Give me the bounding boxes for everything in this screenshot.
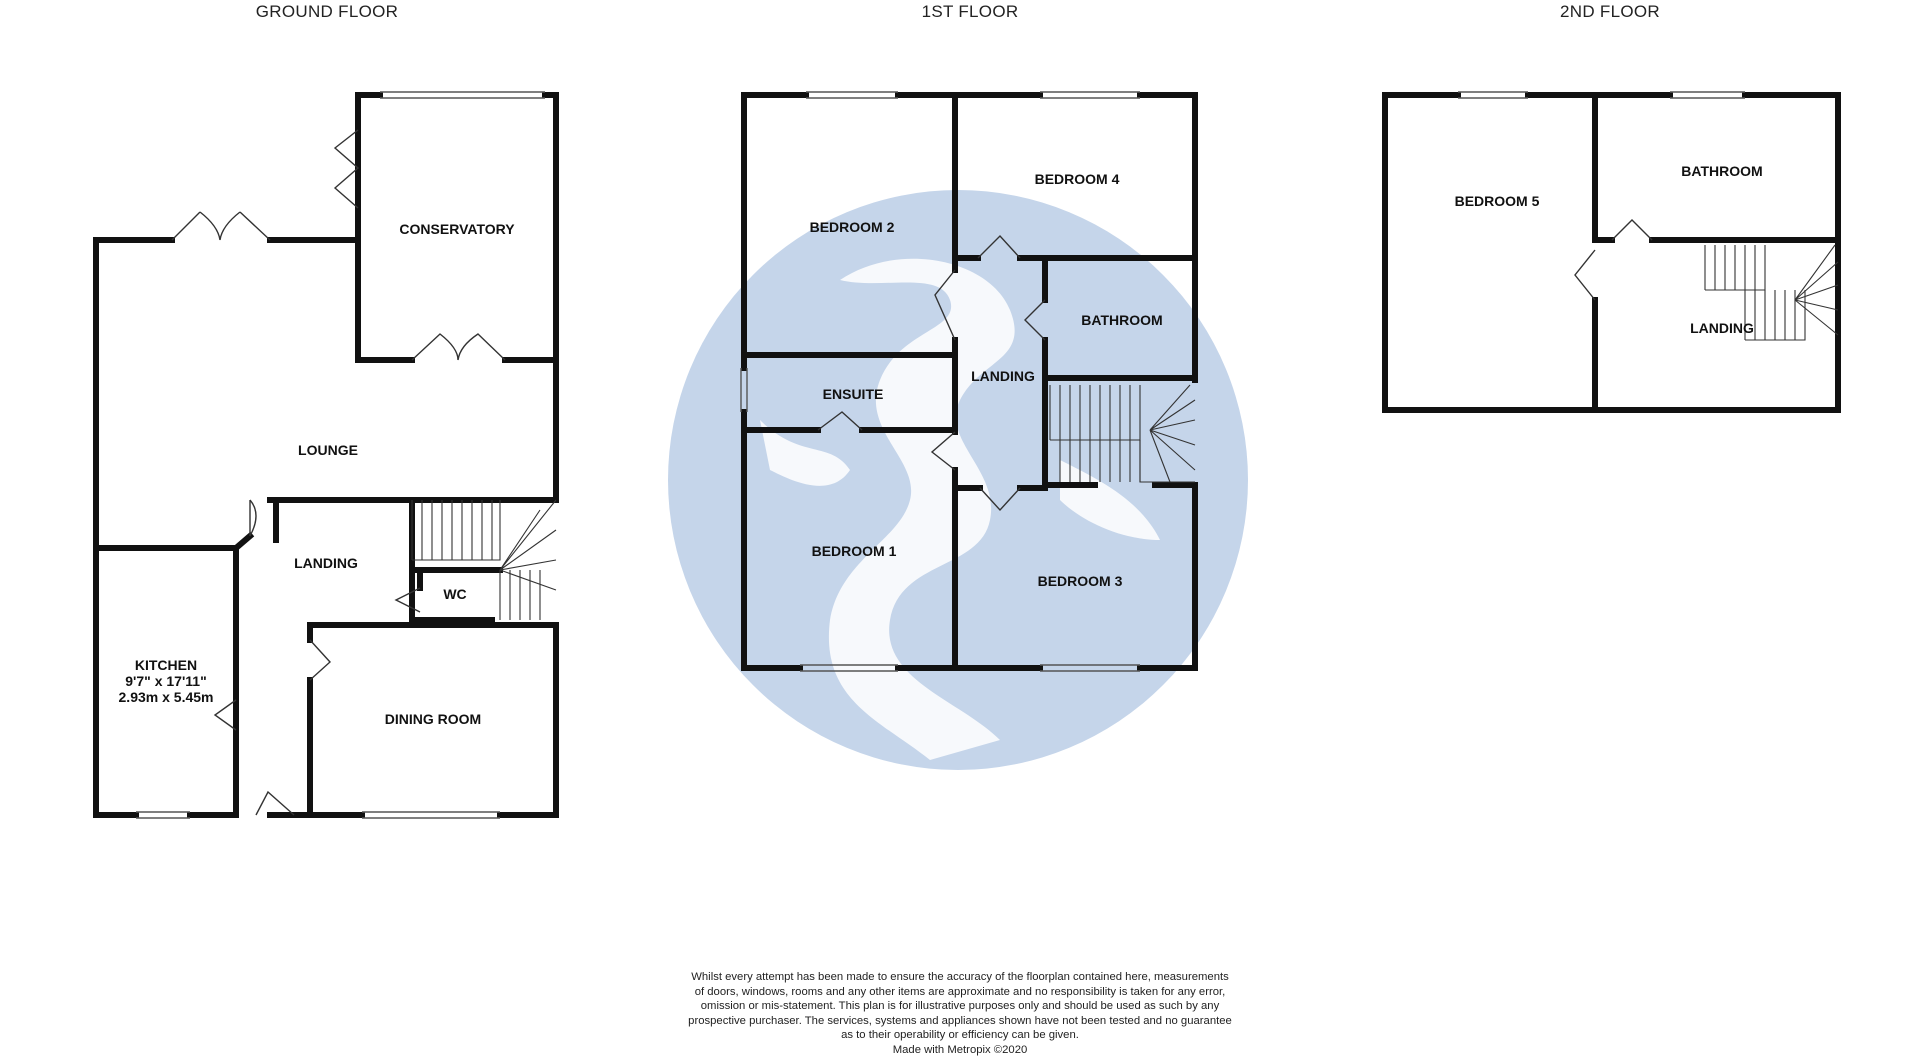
room-label-bedroom-3: BEDROOM 3 [1037, 573, 1123, 589]
disclaimer [640, 970, 1280, 1058]
ground-floor-title: GROUND FLOOR [255, 2, 399, 21]
kitchen-name: KITCHEN [134, 657, 198, 673]
room-label-first-landing: LANDING [971, 368, 1035, 384]
disclaimer-line: Whilst every attempt has been made to ensure the accuracy of the floorplan contained here, measurements [691, 971, 1229, 983]
room-label-second-landing: LANDING [1690, 320, 1754, 336]
room-label-first-bathroom: BATHROOM [1081, 312, 1163, 328]
room-label-lounge: LOUNGE [298, 442, 358, 458]
room-label-bedroom-1: BEDROOM 1 [811, 543, 897, 559]
disclaimer-line: prospective purchaser. The services, systems and appliances shown have not been tested and no guarantee [688, 1014, 1232, 1027]
credit-line: Made with Metropix ©2020 [892, 1043, 1028, 1056]
room-label-dining-room: DINING ROOM [384, 711, 482, 727]
disclaimer-line: of doors, windows, rooms and any other items are approximate and no responsibility is taken for any error, [694, 985, 1226, 998]
first-floor-title: 1ST FLOOR [921, 2, 1019, 21]
room-label-bedroom-4: BEDROOM 4 [1034, 171, 1120, 187]
room-label-second-bathroom: BATHROOM [1681, 163, 1763, 179]
room-label-conservatory: CONSERVATORY [399, 221, 515, 237]
room-label-ensuite: ENSUITE [822, 386, 884, 402]
second-floor-title: 2ND FLOOR [1560, 2, 1660, 21]
room-label-kitchen [119, 657, 214, 705]
room-label-landing: LANDING [294, 555, 358, 571]
room-label-wc: WC [443, 586, 467, 602]
room-label-bedroom-2: BEDROOM 2 [809, 219, 895, 235]
disclaimer-line: as to their operability or efficiency can be given. [841, 1029, 1079, 1042]
disclaimer-line: omission or mis-statement. This plan is for illustrative purposes only and should be used as such by any [700, 1000, 1220, 1013]
kitchen-size-imperial: 9'7" x 17'11" [125, 673, 207, 689]
room-label-bedroom-5: BEDROOM 5 [1454, 193, 1540, 209]
kitchen-size-metric: 2.93m x 5.45m [118, 689, 214, 705]
